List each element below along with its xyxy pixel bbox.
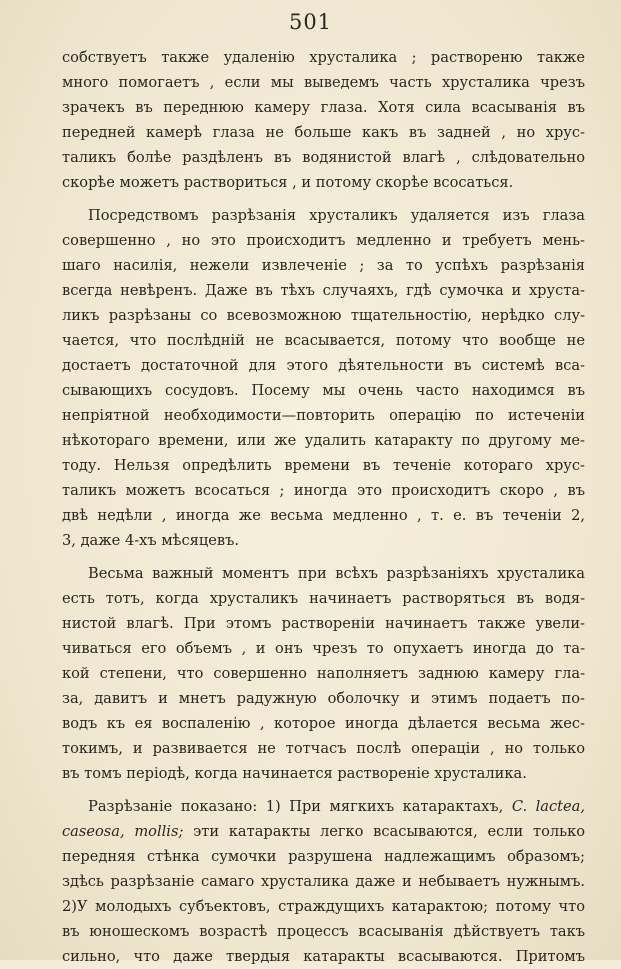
text-line: въ юношескомъ возрастѣ процессъ всасыванія дѣйствуетъ такъ xyxy=(62,923,585,940)
text-line: сывающихъ сосудовъ. Посему мы очень часто находимся въ xyxy=(62,382,585,399)
text-line xyxy=(62,794,585,819)
page-body xyxy=(62,45,585,969)
text-line: нѣкотораго времени, или же удалить катаракту по другому ме- xyxy=(62,432,585,449)
text-line: двѣ недѣли , иногда же весьма медленно , т. е. въ теченіи 2, xyxy=(62,507,585,524)
text-line: собствуетъ также удаленію хрусталика ; раствореню также xyxy=(62,49,585,66)
text-line: кой степени, что совершенно наполняетъ заднюю камеру гла- xyxy=(62,665,585,682)
text-line: таликъ болѣе раздѣленъ въ водянистой влагѣ , слѣдовательно xyxy=(62,149,585,166)
text-line: чается, что послѣдній не всасывается, потому что вообще не xyxy=(62,332,585,349)
text-line: достаетъ достаточной для этого дѣятельности въ системѣ вса- xyxy=(62,357,585,374)
text-line: чиваться его объемъ , и онъ чрезъ то опухаетъ иногда до та- xyxy=(62,640,585,657)
text-segment: Разрѣзаніе показано: 1) При мягкихъ катарактахъ, xyxy=(88,798,504,815)
text-line: сильно, что даже твердыя катаракты всасываются. Притомъ xyxy=(62,948,585,965)
text-line: 2)У молодыхъ субъектовъ, страждущихъ катарактою; потому что xyxy=(62,898,585,915)
text-line: передней камерѣ глаза не больше какъ въ задней , но хрус- xyxy=(62,124,585,141)
text-line: совершенно , но это происходитъ медленно и требуетъ мень- xyxy=(62,232,585,249)
paragraph-gap xyxy=(62,553,585,561)
text-line: 3, даже 4-хъ мѣсяцевъ. xyxy=(62,532,240,549)
text-line xyxy=(62,819,585,844)
latin-term: C. lactea, xyxy=(511,798,585,815)
text-line: шаго насилія, нежели извлеченіе ; за то успѣхъ разрѣзанія xyxy=(62,257,585,274)
text-line: нистой влагѣ. При этомъ раствореніи начинаетъ также увели- xyxy=(62,615,585,632)
text-line: тоду. Нельзя опредѣлить времени въ теченіе котораго хрус- xyxy=(62,457,585,474)
text-line: ликъ разрѣзаны со всевозможною тщательностію, нерѣдко слу- xyxy=(62,307,585,324)
text-line: непріятной необходимости—повторить операцію по истеченіи xyxy=(62,407,585,424)
text-line: таликъ можетъ всосаться ; иногда это происходитъ скоро , въ xyxy=(62,482,585,499)
text-line: здѣсь разрѣзаніе самаго хрусталика даже и небываетъ нужнымъ. xyxy=(62,873,585,890)
text-line: водъ къ ея воспаленію , которое иногда дѣлается весьма жес- xyxy=(62,715,585,732)
paragraph-gap xyxy=(62,786,585,794)
text-line: скорѣе можетъ раствориться , и потому скорѣе всосаться. xyxy=(62,174,514,191)
latin-term: caseosa, mollis; xyxy=(62,823,184,840)
text-line: есть тотъ, когда хрусталикъ начинаетъ растворяться въ водя- xyxy=(62,590,585,607)
text-segment: эти катаракты легко всасываются, если только xyxy=(193,823,585,840)
text-line: всегда невѣренъ. Даже въ тѣхъ случаяхъ, гдѣ сумочка и хруста- xyxy=(62,282,585,299)
text-line: токимъ, и развивается не тотчасъ послѣ операціи , но только xyxy=(62,740,585,757)
text-line: передняя стѣнка сумочки разрушена надлежащимъ образомъ; xyxy=(62,848,585,865)
text-line: Весьма важный моментъ при всѣхъ разрѣзаніяхъ хрусталика xyxy=(88,565,585,582)
text-line: за, давитъ и мнетъ радужную оболочку и этимъ подаетъ по- xyxy=(62,690,585,707)
text-line: зрачекъ въ переднюю камеру глаза. Хотя сила всасыванія въ xyxy=(62,99,585,116)
page-number: 501 xyxy=(288,10,333,34)
text-line: много помогаетъ , если мы выведемъ часть хрусталика чрезъ xyxy=(62,74,585,91)
paragraph-gap xyxy=(62,195,585,203)
text-line: въ томъ періодѣ, когда начинается раствореніе хрусталика. xyxy=(62,765,527,782)
text-line: Посредствомъ разрѣзанія хрусталикъ удаляется изъ глаза xyxy=(88,207,585,224)
